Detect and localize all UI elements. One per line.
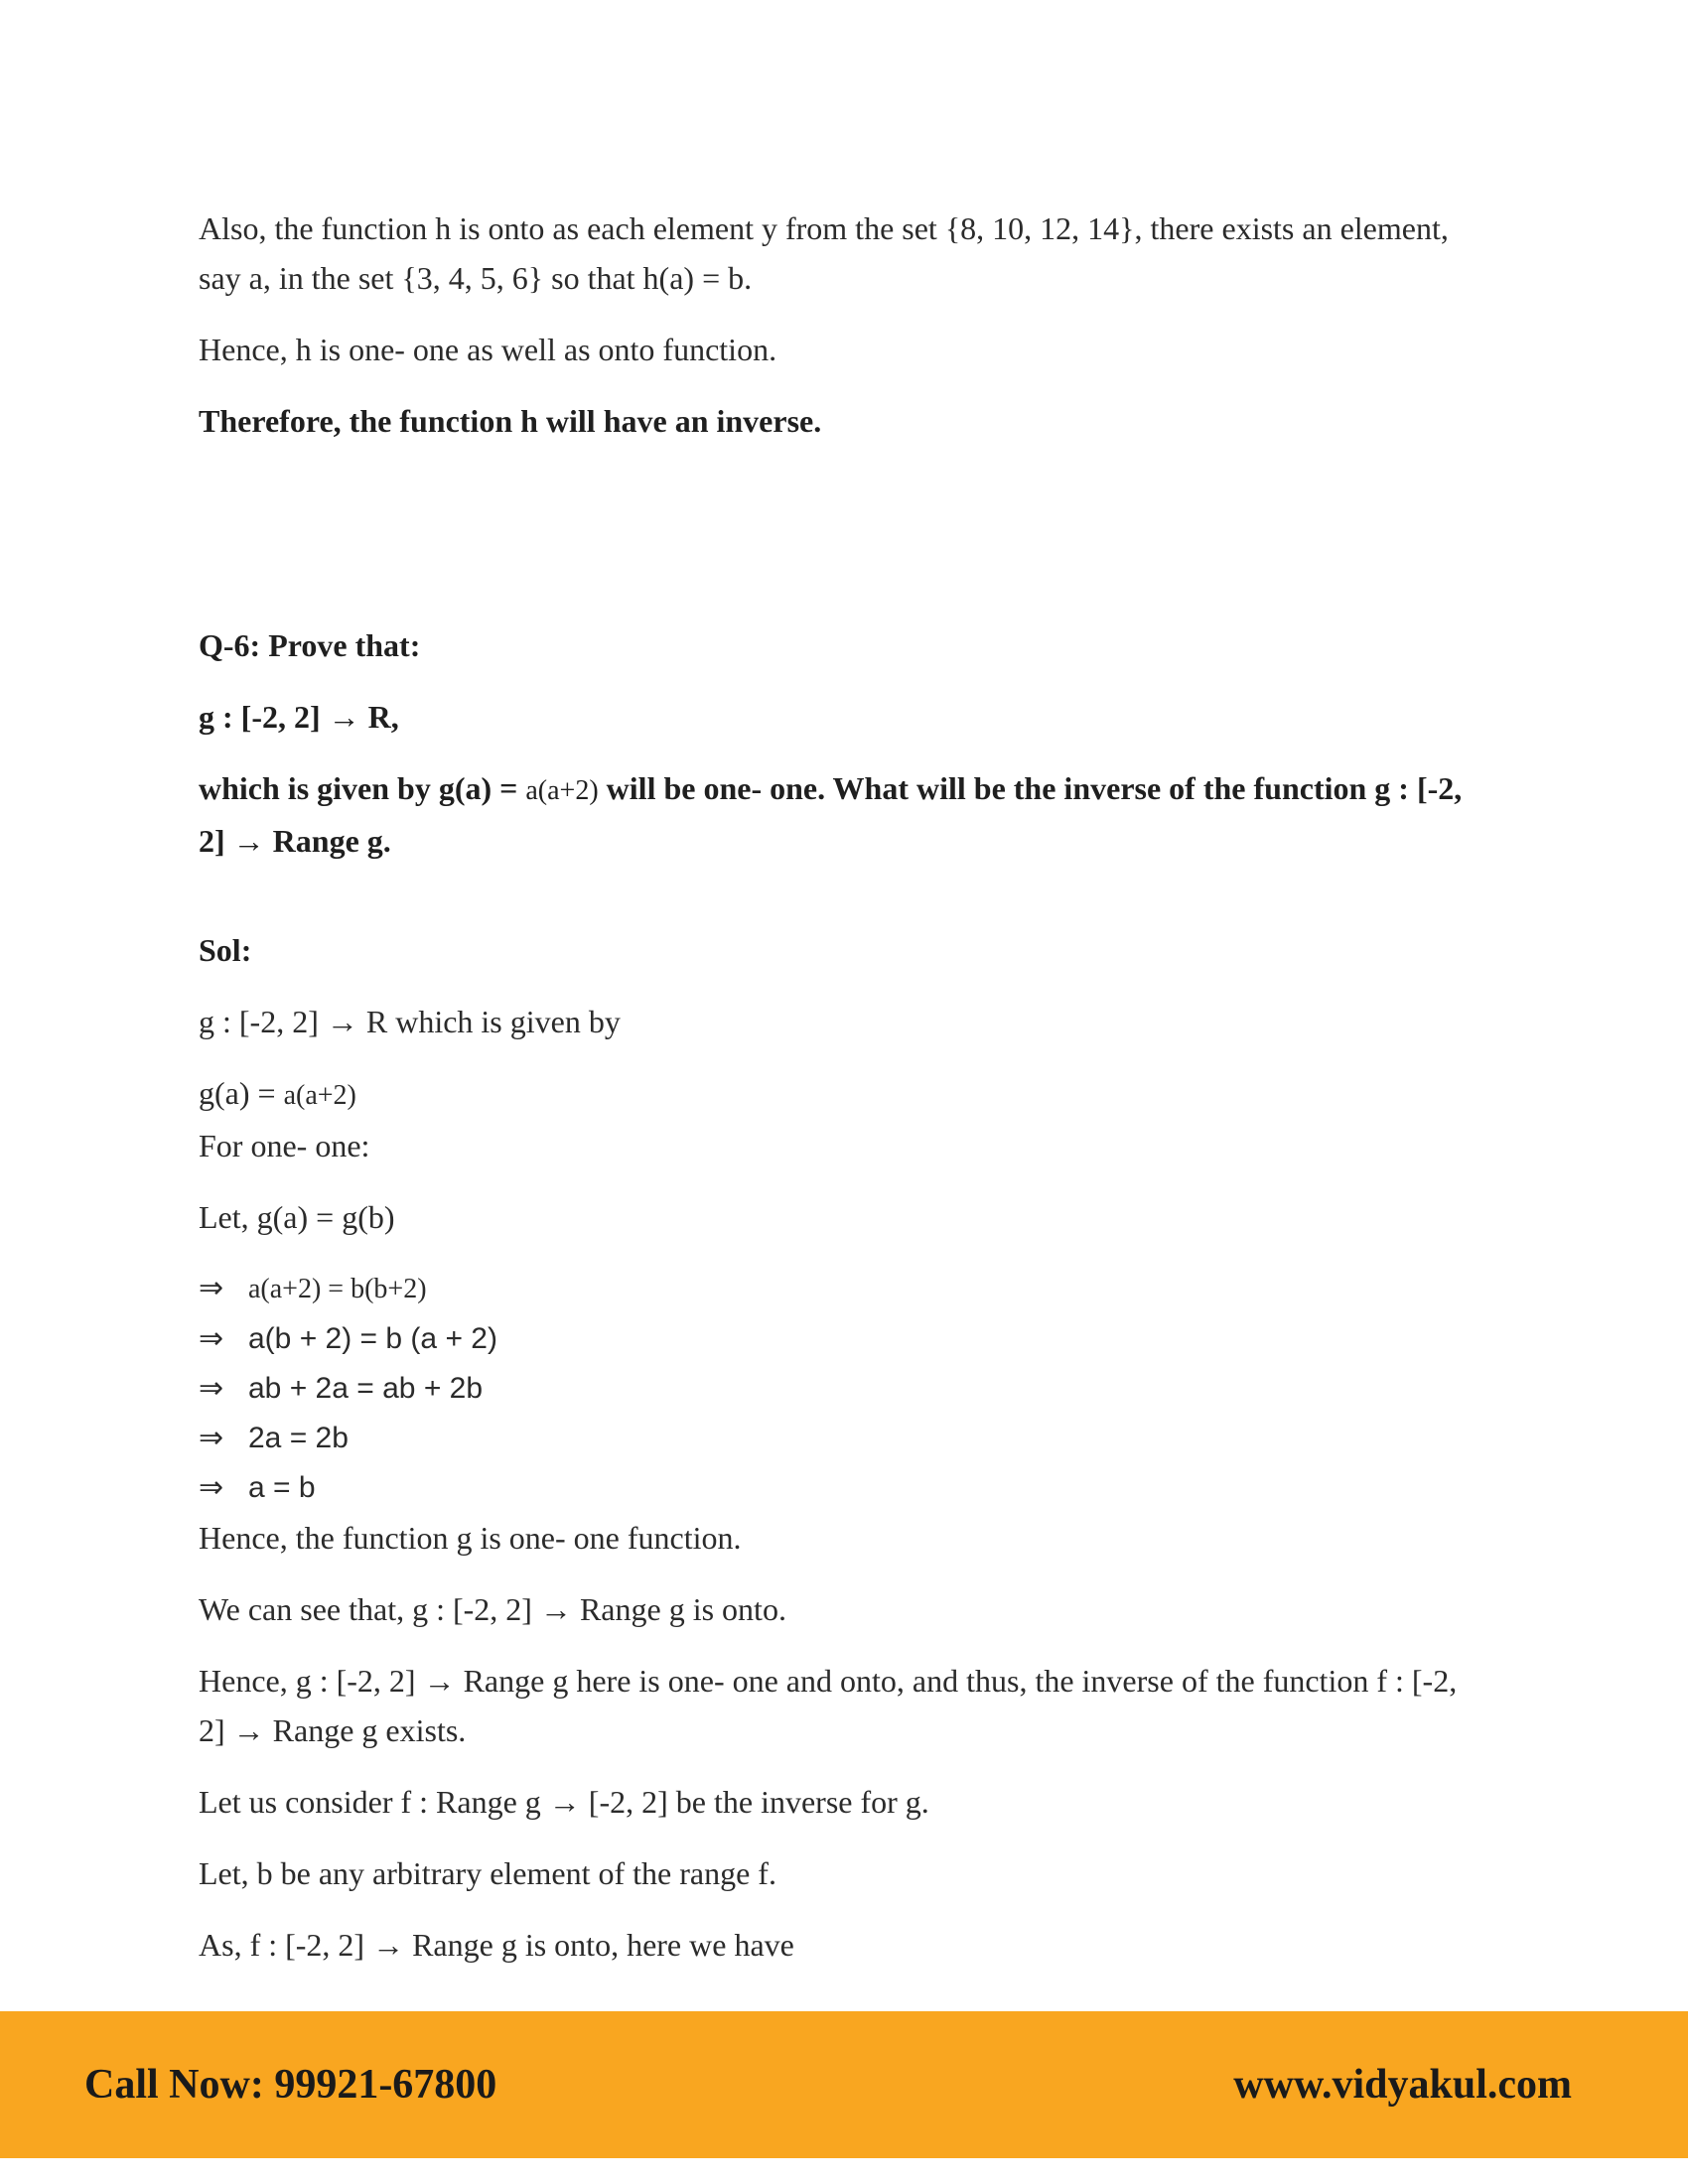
solution-line: Let, b be any arbitrary element of the range f. [199, 1855, 776, 1891]
implication-step [199, 1463, 1489, 1513]
implication-step [199, 1264, 1489, 1314]
question-statement-pre: which is given by g(a) = [199, 770, 526, 806]
spacer [199, 468, 1489, 620]
solution-line: We can see that, g : [-2, 2] → Range g is onto. [199, 1591, 786, 1627]
footer-banner [0, 2011, 1688, 2158]
step-expression: a(b + 2) = b (a + 2) [248, 1322, 497, 1355]
question-expression: a(a+2) [525, 775, 599, 806]
solution-definition [199, 1068, 1489, 1121]
step-expression: a(a+2) = b(b+2) [248, 1274, 427, 1304]
solution-line: g : [-2, 2] → R which is given by [199, 1004, 621, 1039]
paragraph-onto-h: Also, the function h is onto as each element y from the set {8, 10, 12, 14}, there exists an element, say a, in the set {3, 4, 5, 6} so that h(a) = b. [199, 210, 1449, 296]
step-expression: a = b [248, 1471, 316, 1504]
implies-icon: ⇒ [199, 1371, 224, 1406]
implies-icon: ⇒ [199, 1271, 224, 1305]
spacer [199, 887, 1489, 925]
implies-icon: ⇒ [199, 1421, 224, 1455]
question-function-definition: g : [-2, 2] → R, [199, 699, 399, 735]
solution-line: Hence, g : [-2, 2] → Range g here is one- one and onto, and thus, the inverse of the function f : [-2, 2] → Range g exists. [199, 1663, 1458, 1748]
paragraph-one-one-onto: Hence, h is one- one as well as onto function. [199, 332, 777, 367]
solution-line: Let, g(a) = g(b) [199, 1199, 395, 1235]
step-expression: ab + 2a = ab + 2b [248, 1372, 484, 1405]
implication-steps [199, 1264, 1489, 1513]
question-statement [199, 763, 1489, 866]
solution-line: Let us consider f : Range g → [-2, 2] be the inverse for g. [199, 1784, 929, 1820]
document-body [199, 204, 1489, 1991]
paragraph-conclusion: Therefore, the function h will have an inverse. [199, 403, 822, 439]
solution-line: Hence, the function g is one- one function. [199, 1520, 742, 1556]
implication-step [199, 1414, 1489, 1463]
website-link[interactable]: www.vidyakul.com [1233, 2062, 1572, 2108]
solution-expression: a(a+2) [283, 1080, 356, 1111]
implies-icon: ⇒ [199, 1470, 224, 1505]
implication-step [199, 1364, 1489, 1414]
question-title: Q-6: Prove that: [199, 627, 421, 663]
implication-step [199, 1314, 1489, 1364]
solution-line: As, f : [-2, 2] → Range g is onto, here we have [199, 1927, 794, 1963]
solution-label: Sol: [199, 932, 252, 968]
step-expression: 2a = 2b [248, 1422, 349, 1454]
call-now-text[interactable]: Call Now: 99921-67800 [84, 2062, 497, 2108]
question-statement-post: will be one- one. What will be the inverse of the function g : [-2, 2] → Range g. [199, 770, 1463, 859]
solution-line: For one- one: [199, 1128, 370, 1163]
solution-definition-pre: g(a) = [199, 1075, 284, 1111]
implies-icon: ⇒ [199, 1321, 224, 1356]
